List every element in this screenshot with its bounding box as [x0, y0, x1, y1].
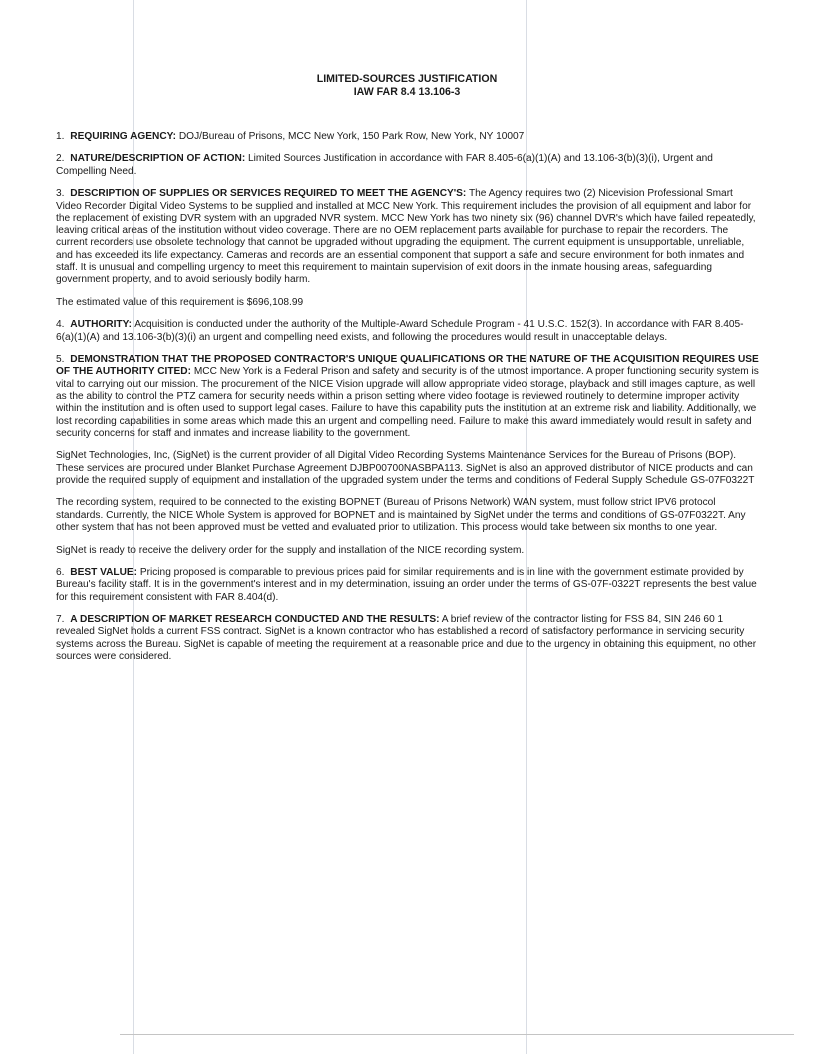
heading-subtitle: IAW FAR 8.4 13.106-3 [353, 86, 461, 98]
section-3 [56, 188, 761, 286]
section-number: 3. [56, 188, 65, 200]
paragraph-text: The recording system, required to be connected to the existing BOPNET (Bureau of Prisons Network) WAN system, must follow strict IPV6 protocol standards. Currently, the NICE Whole System is approved for BOPNET and is maintained by SigNet under the terms and conditions of GS-07F0322T. Any other system that has not been approved must be vetted and evaluated prior to utilization. This process would take between six months to one year. [56, 497, 746, 534]
section-number: 6. [56, 567, 65, 578]
document-body [56, 131, 761, 673]
section-text: Limited Sources Justification in accordance with FAR 8.405-6(a)(1)(A) and 13.106-3(b)(3)(i), Urgent and Compelling Need. [56, 153, 713, 177]
signet-provider-paragraph [56, 450, 761, 487]
section-label: BEST VALUE: [70, 567, 138, 578]
paragraph-text: SigNet Technologies, Inc, (SigNet) is the current provider of all Digital Video Recording Systems Maintenance Services for the Bureau of Prisons (BOP). These services are procured under Blanket Purchase Agreement DJBP00700NASBPA113. SigNet is also an approved distributor of NICE products and can provide the required supply of equipment and installation of the upgraded system under the terms and conditions of Federal Supply Schedule GS-07F0322T [56, 450, 755, 486]
section-text: A brief review of the contractor listing for FSS 84, SIN 246 60 1 revealed SigNet holds a current FSS contract. SigNet is a known contractor who has established a record of satisfactory performance in servicing security systems across the Bureau. SigNet is capable of meeting the requirement at a reasonable price and due to the urgency in obtaining this equipment, no other sources were considered. [56, 614, 757, 662]
section-7 [56, 614, 761, 663]
section-5 [56, 354, 761, 440]
section-number: 2. [56, 153, 65, 165]
section-1 [56, 131, 761, 143]
section-label: DESCRIPTION OF SUPPLIES OR SERVICES REQUIRED TO MEET THE AGENCY'S: [70, 188, 467, 200]
section-label: AUTHORITY: [70, 319, 132, 331]
section-4 [56, 319, 761, 344]
section-text: DOJ/Bureau of Prisons, MCC New York, 150 Park Row, New York, NY 10007 [178, 131, 525, 142]
section-text: Acquisition is conducted under the authority of the Multiple-Award Schedule Program - 41 U.S.C. 152(3). In accordance with FAR 8.405-6(a)(1)(A) and 13.106-3(b)(3)(i) an urgent and compelling need exists, and following the procedures would result in unacceptable delays. [56, 319, 744, 343]
section-text: MCC New York is a Federal Prison and safety and security is of the utmost importance. A proper functioning security system is vital to carrying out our mission. The procurement of the NICE Vision upgrade will allow appropriate video storage, playback and still images capture, as well as the ability to control the PTZ camera for security needs within a prison setting where video footage is reviewed routinely to determine improper activity within the institution and is often used to support legal cases. Failure to have this capability puts the institution at an extreme risk and liability. Additionally, we lost recording capabilities in some areas which made this an urgent and compelling need. Failure to make this award immediately would result in safety and security concerns for staff and inmates and increase liability to the government. [56, 366, 759, 439]
signet-ready-paragraph [56, 545, 761, 557]
section-number: 5. [56, 354, 65, 366]
estimated-value-paragraph [56, 297, 761, 309]
section-label: A DESCRIPTION OF MARKET RESEARCH CONDUCTED AND THE RESULTS: [70, 614, 440, 626]
heading-title: LIMITED-SOURCES JUSTIFICATION [316, 73, 498, 85]
paragraph-text: The estimated value of this requirement is $696,108.99 [56, 296, 304, 308]
section-label: NATURE/DESCRIPTION OF ACTION: [70, 153, 246, 165]
section-2 [56, 153, 761, 178]
section-label: DEMONSTRATION THAT THE PROPOSED CONTRACTOR'S UNIQUE QUALIFICATIONS OR THE NATURE OF THE ACQUISITION REQUIRES USE OF THE AUTHORITY CITED: [56, 354, 759, 378]
section-number: 1. [56, 131, 65, 142]
bottom-rule [120, 1034, 794, 1035]
section-text: Pricing proposed is comparable to previous prices paid for similar requirements and is in line with the government estimate provided by Bureau's facility staff. It is in the government's interest and in my determination, issuing an order under the terms of GS-07F-0322T represents the best value for this requirement consistent with FAR 8.404(d). [56, 567, 757, 603]
section-label: REQUIRING AGENCY: [70, 131, 177, 142]
section-number: 7. [56, 614, 65, 626]
recording-system-paragraph [56, 497, 761, 534]
section-6 [56, 567, 761, 604]
section-number: 4. [56, 319, 65, 331]
document-heading [0, 73, 814, 99]
section-text: The Agency requires two (2) Nicevision Professional Smart Video Recorder Digital Video Systems to be supplied and installed at MCC New York. This requirement includes the provision of all equipment and labor for the replacement of existing DVR system with an upgraded NVR system. MCC New York has two ninety six (96) channel DVR's which have failed repeatedly, leaving critical areas of the institution without video coverage. There are no OEM replacement parts available for purchase to repair the recorders. The current recorders use obsolete technology that cannot be upgraded without upgrading the equipment. The current equipment is unsupportable, unreliable, and has exceeded its life expectancy. Cameras and records are an essential component that support a safe and secure environment for both inmates and staff. It is unusual and compelling urgency to meet this requirement to maintain supervision of exit doors in the inmate housing areas, safeguarding government property, and to avoid seriously bodily harm. [56, 188, 756, 286]
paragraph-text: SigNet is ready to receive the delivery order for the supply and installation of the NICE recording system. [56, 544, 525, 556]
